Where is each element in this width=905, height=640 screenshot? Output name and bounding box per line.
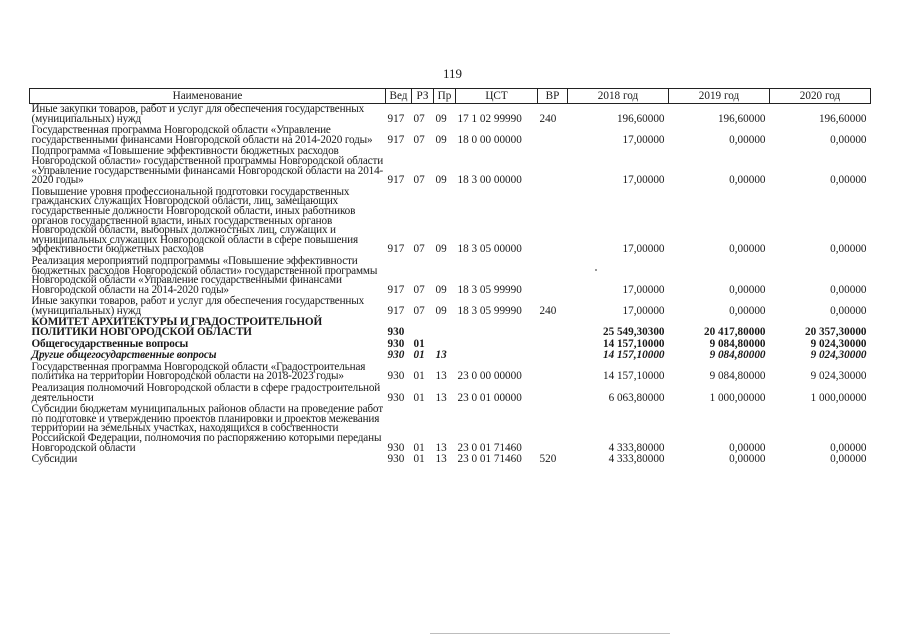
row-2018: 17,00000: [622, 304, 665, 317]
row-vr: [538, 125, 568, 146]
row-cst: 23 0 01 71460: [457, 441, 522, 454]
table-row: [30, 454, 871, 466]
row-2020: 0,00000: [830, 304, 867, 317]
row-name: Реализация мероприятий подпрограммы «Повышение эффективности бюджетных расходов Новгородской области» государственной программы Новгородской области «Управление государственными финансами Новгородской области на 2014-2020 годы»: [31, 254, 378, 296]
row-rz: 07: [413, 304, 425, 317]
row-rz: 07: [413, 133, 425, 146]
row-pr: [434, 317, 456, 338]
row-2020: 20 357,30000: [804, 326, 867, 339]
table-row: [30, 383, 871, 404]
table-row: [30, 296, 871, 317]
row-cst: 23 0 00 00000: [457, 370, 522, 383]
row-pr: 09: [435, 304, 447, 317]
row-cst: 18 0 00 00000: [457, 133, 522, 146]
row-name: Подпрограмма «Повышение эффективности бюджетных расходов Новгородской области» государственной программы Новгородской области «Управление государственными финансами Новгородской области на 2014-2020 годы»: [31, 145, 384, 187]
row-rz: 07: [413, 174, 425, 187]
row-vr: [538, 404, 568, 454]
row-2018: 17,00000: [622, 283, 665, 296]
row-2019: 0,00000: [729, 283, 766, 296]
row-rz: 07: [413, 112, 425, 125]
row-ved: 917: [387, 283, 405, 296]
row-ved: 930: [387, 370, 405, 383]
row-2019: 0,00000: [729, 453, 766, 466]
row-pr: 09: [435, 243, 447, 256]
row-ved: 917: [387, 174, 405, 187]
row-2018: 14 157,10000: [602, 337, 665, 350]
header-2020: 2020 год: [770, 89, 871, 104]
row-name: Общегосударственные вопросы: [31, 337, 189, 350]
row-name: КОМИТЕТ АРХИТЕКТУРЫ И ГРАДОСТРОИТЕЛЬНОЙ ПОЛИТИКИ НОВГОРОДСКОЙ ОБЛАСТИ: [31, 316, 323, 339]
row-cst: 18 3 05 00000: [457, 243, 522, 256]
row-vr: [538, 146, 568, 186]
table-row: [30, 256, 871, 296]
row-2018: 17,00000: [622, 243, 665, 256]
row-rz: 01: [413, 453, 425, 466]
row-cst: 23 0 01 00000: [457, 391, 522, 404]
row-pr: 09: [435, 283, 447, 296]
row-2018: 6 063,80000: [608, 391, 665, 404]
row-cst: 18 3 05 99990: [457, 283, 522, 296]
row-2020: 0,00000: [830, 243, 867, 256]
row-2018: 17,00000: [622, 133, 665, 146]
row-cst: 18 3 00 00000: [457, 174, 522, 187]
row-2019: 0,00000: [729, 441, 766, 454]
row-vr: [538, 187, 568, 256]
row-vr: 240: [539, 304, 557, 317]
row-rz: 01: [413, 337, 425, 350]
table-row: [30, 404, 871, 454]
row-pr: 13: [435, 349, 447, 362]
row-2019: 0,00000: [729, 133, 766, 146]
budget-table: [29, 88, 871, 466]
row-cst: [456, 350, 538, 362]
row-pr: 09: [435, 174, 447, 187]
table-header-row: [30, 89, 871, 104]
row-ved: 930: [387, 453, 405, 466]
row-2018: 4 333,80000: [608, 453, 665, 466]
row-rz: 01: [413, 349, 425, 362]
row-2019: 0,00000: [729, 174, 766, 187]
row-2019: 9 084,80000: [709, 370, 766, 383]
row-name: Повышение уровня профессиональной подготовки государственных гражданских служащих Новгородской области, лиц, замещающих государственные должности Новгородской области, иных работников органов государственной власти, иных государственных органов Новгородской области, выборных должностных лиц, служащих и муниципальных служащих Новгородской области в сфере повышения эффективности бюджетных расходов: [31, 185, 358, 256]
page-number: 119: [442, 66, 463, 81]
row-vr: 240: [539, 112, 557, 125]
row-ved: 930: [387, 441, 405, 454]
row-pr: 13: [435, 453, 447, 466]
row-ved: 930: [387, 326, 405, 339]
row-2018: 14 157,10000: [602, 370, 665, 383]
table-row: [30, 146, 871, 186]
row-2020: 196,60000: [818, 112, 867, 125]
table-row: [30, 187, 871, 256]
row-cst: 18 3 05 99990: [457, 304, 522, 317]
row-ved: 917: [387, 112, 405, 125]
row-2019: 1 000,00000: [709, 391, 766, 404]
row-vr: [538, 317, 568, 338]
row-vr: [538, 256, 568, 296]
row-pr: 09: [435, 112, 447, 125]
row-vr: 520: [539, 453, 557, 466]
row-2020: 9 024,30000: [810, 349, 867, 362]
row-rz: [412, 317, 434, 338]
row-vr: [538, 339, 568, 351]
row-name: Субсидии: [31, 453, 78, 466]
row-2020: 0,00000: [830, 283, 867, 296]
scan-speck: [595, 269, 597, 271]
row-2020: 9 024,30000: [810, 370, 867, 383]
row-cst: 17 1 02 99990: [457, 112, 522, 125]
row-2018: 196,60000: [616, 112, 665, 125]
row-cst: [456, 339, 538, 351]
row-name: Иные закупки товаров, работ и услуг для обеспечения государственных (муниципальных) нужд: [31, 295, 365, 317]
row-2019: 9 084,80000: [709, 337, 766, 350]
table-row-committee: [30, 317, 871, 338]
row-rz: 07: [413, 283, 425, 296]
row-name: Другие общегосударственные вопросы: [31, 349, 217, 362]
table-row: [30, 125, 871, 146]
row-2019: 20 417,80000: [703, 326, 766, 339]
row-2020: 0,00000: [830, 453, 867, 466]
header-pr: Пр: [434, 89, 456, 104]
row-name: Государственная программа Новгородской области «Управление государственными финансами Новгородской области на 2014-2020 годы»: [31, 124, 373, 146]
header-vr: ВР: [538, 89, 568, 104]
row-2018: 14 157,10000: [602, 349, 665, 362]
header-2018: 2018 год: [568, 89, 669, 104]
row-vr: [538, 362, 568, 383]
row-ved: 930: [387, 391, 405, 404]
row-ved: 917: [387, 133, 405, 146]
row-2020: 0,00000: [830, 441, 867, 454]
header-name: Наименование: [30, 89, 386, 104]
row-pr: 09: [435, 133, 447, 146]
row-name: Реализация полномочий Новгородской области в сфере градостроительной деятельности: [31, 382, 381, 404]
row-2020: 0,00000: [830, 174, 867, 187]
row-rz: 01: [413, 391, 425, 404]
header-ved: Вед: [386, 89, 412, 104]
row-2020: 9 024,30000: [810, 337, 867, 350]
scan-artifact-line: [430, 633, 670, 634]
row-cst: [456, 317, 538, 338]
row-ved: 917: [387, 243, 405, 256]
row-2019: 196,60000: [717, 112, 766, 125]
row-name: Субсидии бюджетам муниципальных районов области на проведение работ по подготовке и утверждению проектов планировки и проектов межевания территории на земельных участках, находящихся в собственности Российской Федерации, полномочия по распоряжению которыми переданы Новгородской области: [31, 403, 383, 454]
row-pr: 13: [435, 391, 447, 404]
row-rz: 01: [413, 441, 425, 454]
table-row: [30, 362, 871, 383]
header-rz: РЗ: [412, 89, 434, 104]
row-2019: 9 084,80000: [709, 349, 766, 362]
row-ved: 917: [387, 304, 405, 317]
header-2019: 2019 год: [669, 89, 770, 104]
row-vr: [538, 383, 568, 404]
row-pr: 13: [435, 370, 447, 383]
row-pr: 13: [435, 441, 447, 454]
row-2018: 4 333,80000: [608, 441, 665, 454]
row-name: Иные закупки товаров, работ и услуг для обеспечения государственных (муниципальных) нужд: [31, 103, 365, 125]
row-2019: 0,00000: [729, 304, 766, 317]
table-row: [30, 104, 871, 126]
row-2020: 0,00000: [830, 133, 867, 146]
row-ved: 930: [387, 349, 405, 362]
row-2019: 0,00000: [729, 243, 766, 256]
row-2018: 17,00000: [622, 174, 665, 187]
row-rz: 01: [413, 370, 425, 383]
row-name: Государственная программа Новгородской области «Градостроительная политика на территории Новгородской области на 2018-2023 годы»: [31, 360, 366, 383]
row-2018: 25 549,30300: [602, 326, 665, 339]
row-cst: 23 0 01 71460: [457, 453, 522, 466]
row-rz: 07: [413, 243, 425, 256]
row-2020: 1 000,00000: [810, 391, 867, 404]
row-vr: [538, 350, 568, 362]
header-cst: ЦСТ: [456, 89, 538, 104]
row-ved: 930: [387, 337, 405, 350]
